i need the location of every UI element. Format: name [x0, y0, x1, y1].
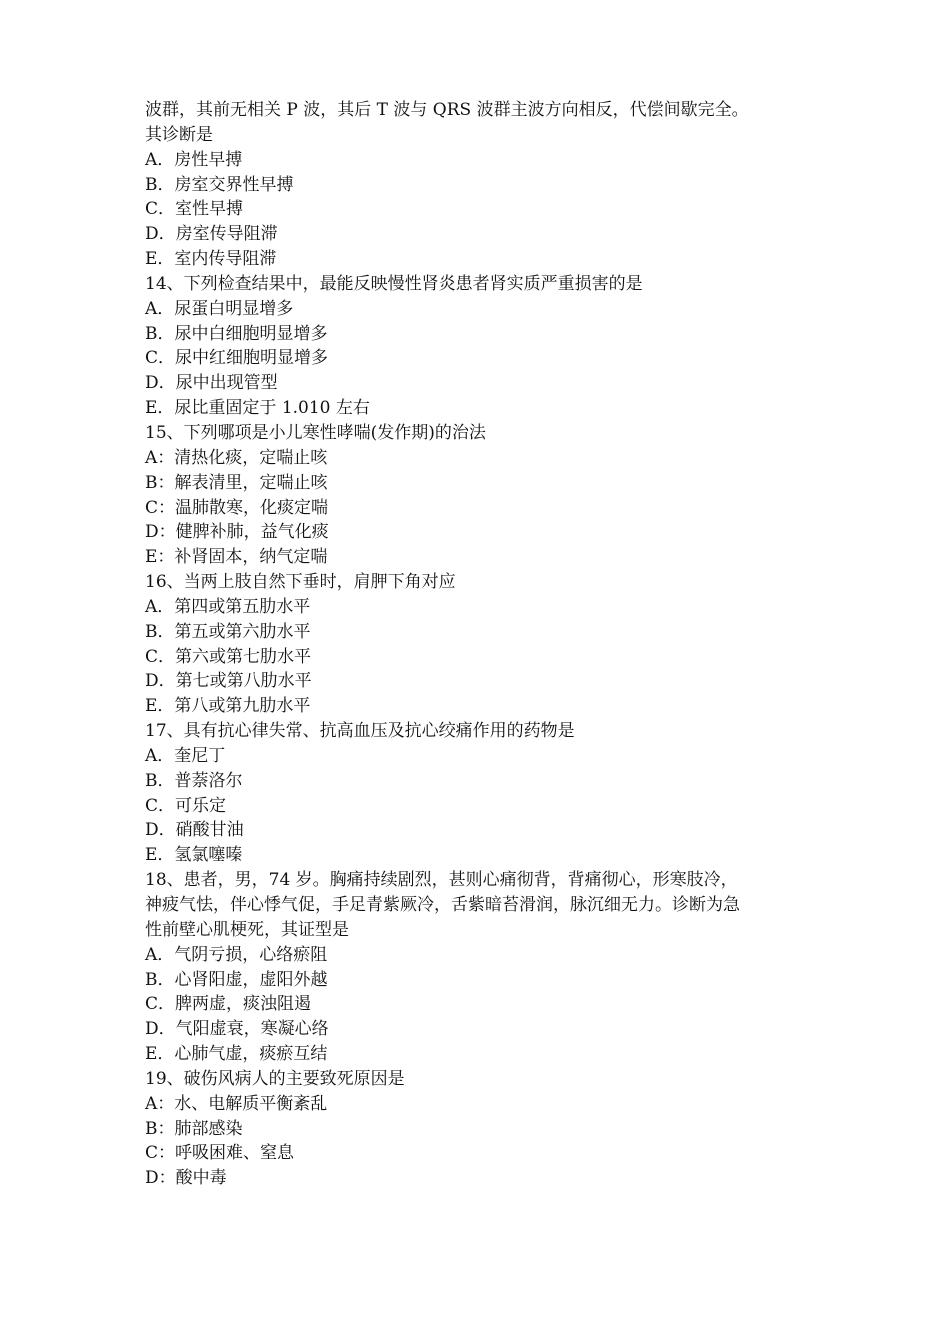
question-17-option-d: D．硝酸甘油 [145, 820, 244, 841]
question-16-option-e: E．第八或第九肋水平 [145, 696, 311, 717]
question-18-option-c: C．脾两虚，痰浊阻遏 [145, 994, 312, 1015]
question-16-option-c: C．第六或第七肋水平 [145, 646, 312, 667]
question-14-option-d: D．尿中出现管型 [145, 373, 278, 394]
question-15-option-e: E：补肾固本，纳气定喘 [145, 547, 328, 568]
question-15-option-d: D：健脾补肺，益气化痰 [145, 522, 329, 543]
question-13-option-a: A．房性早搏 [145, 149, 243, 170]
question-19-option-b: B：肺部感染 [145, 1118, 243, 1139]
question-18-option-b: B．心肾阳虚，虚阳外越 [145, 969, 328, 990]
question-17-option-a: A．奎尼丁 [145, 745, 226, 766]
question-15-option-c: C：温肺散寒，化痰定喘 [145, 497, 329, 518]
question-16-option-a: A．第四或第五肋水平 [145, 596, 311, 617]
question-19-option-a: A：水、电解质平衡紊乱 [145, 1093, 328, 1114]
question-18-stem-line-2: 神疲气怯，伴心悸气促，手足青紫厥冷，舌紫暗苔滑润，脉沉细无力。诊断为急 [145, 895, 740, 915]
question-18-option-d: D．气阳虚衰，寒凝心络 [145, 1019, 329, 1040]
question-17-stem: 17、具有抗心律失常、抗高血压及抗心绞痛作用的药物是 [145, 721, 575, 742]
question-18-stem-line-3: 性前壁心肌梗死，其证型是 [145, 919, 349, 940]
question-14-option-a: A．尿蛋白明显增多 [145, 298, 294, 319]
question-18-option-e: E．心肺气虚，痰瘀互结 [145, 1044, 328, 1065]
question-14-option-b: B．尿中白细胞明显增多 [145, 323, 328, 344]
question-19-option-d: D：酸中毒 [145, 1168, 227, 1189]
question-13-option-d: D．房室传导阻滞 [145, 224, 278, 245]
question-14-stem: 14、下列检查结果中，最能反映慢性肾炎患者肾实质严重损害的是 [145, 273, 643, 294]
question-17-option-b: B．普萘洛尔 [145, 770, 243, 791]
question-16-option-d: D．第七或第八肋水平 [145, 671, 312, 692]
question-18-stem-line-1: 18、患者，男，74 岁。胸痛持续剧烈，甚则心痛彻背，背痛彻心，形寒肢冷， [145, 870, 738, 891]
question-18-option-a: A．气阴亏损，心络瘀阻 [145, 944, 328, 965]
question-19-option-c: C：呼吸困难、窒息 [145, 1143, 295, 1164]
question-14-option-e: E．尿比重固定于 1.010 左右 [145, 398, 370, 419]
question-13-option-e: E．室内传导阻滞 [145, 249, 277, 270]
question-13-option-c: C．室性早搏 [145, 199, 244, 220]
question-17-option-c: C．可乐定 [145, 795, 227, 816]
question-19-stem: 19、破伤风病人的主要致死原因是 [145, 1068, 405, 1089]
question-16-stem: 16、当两上肢自然下垂时，肩胛下角对应 [145, 572, 456, 593]
question-13-stem-continued: 波群，其前无相关 P 波，其后 T 波与 QRS 波群主波方向相反，代偿间歇完全。 [145, 100, 749, 120]
question-13-option-b: B．房室交界性早搏 [145, 174, 294, 195]
question-15-stem: 15、下列哪项是小儿寒性哮喘(发作期)的治法 [145, 422, 486, 443]
question-14-option-c: C．尿中红细胞明显增多 [145, 348, 329, 369]
document-page [145, 98, 835, 1191]
question-15-option-b: B：解表清里，定喘止咳 [145, 472, 328, 493]
question-16-option-b: B．第五或第六肋水平 [145, 621, 311, 642]
question-13-stem-end: 其诊断是 [145, 124, 213, 145]
question-15-option-a: A：清热化痰，定喘止咳 [145, 447, 328, 468]
question-17-option-e: E．氢氯噻嗪 [145, 845, 243, 866]
